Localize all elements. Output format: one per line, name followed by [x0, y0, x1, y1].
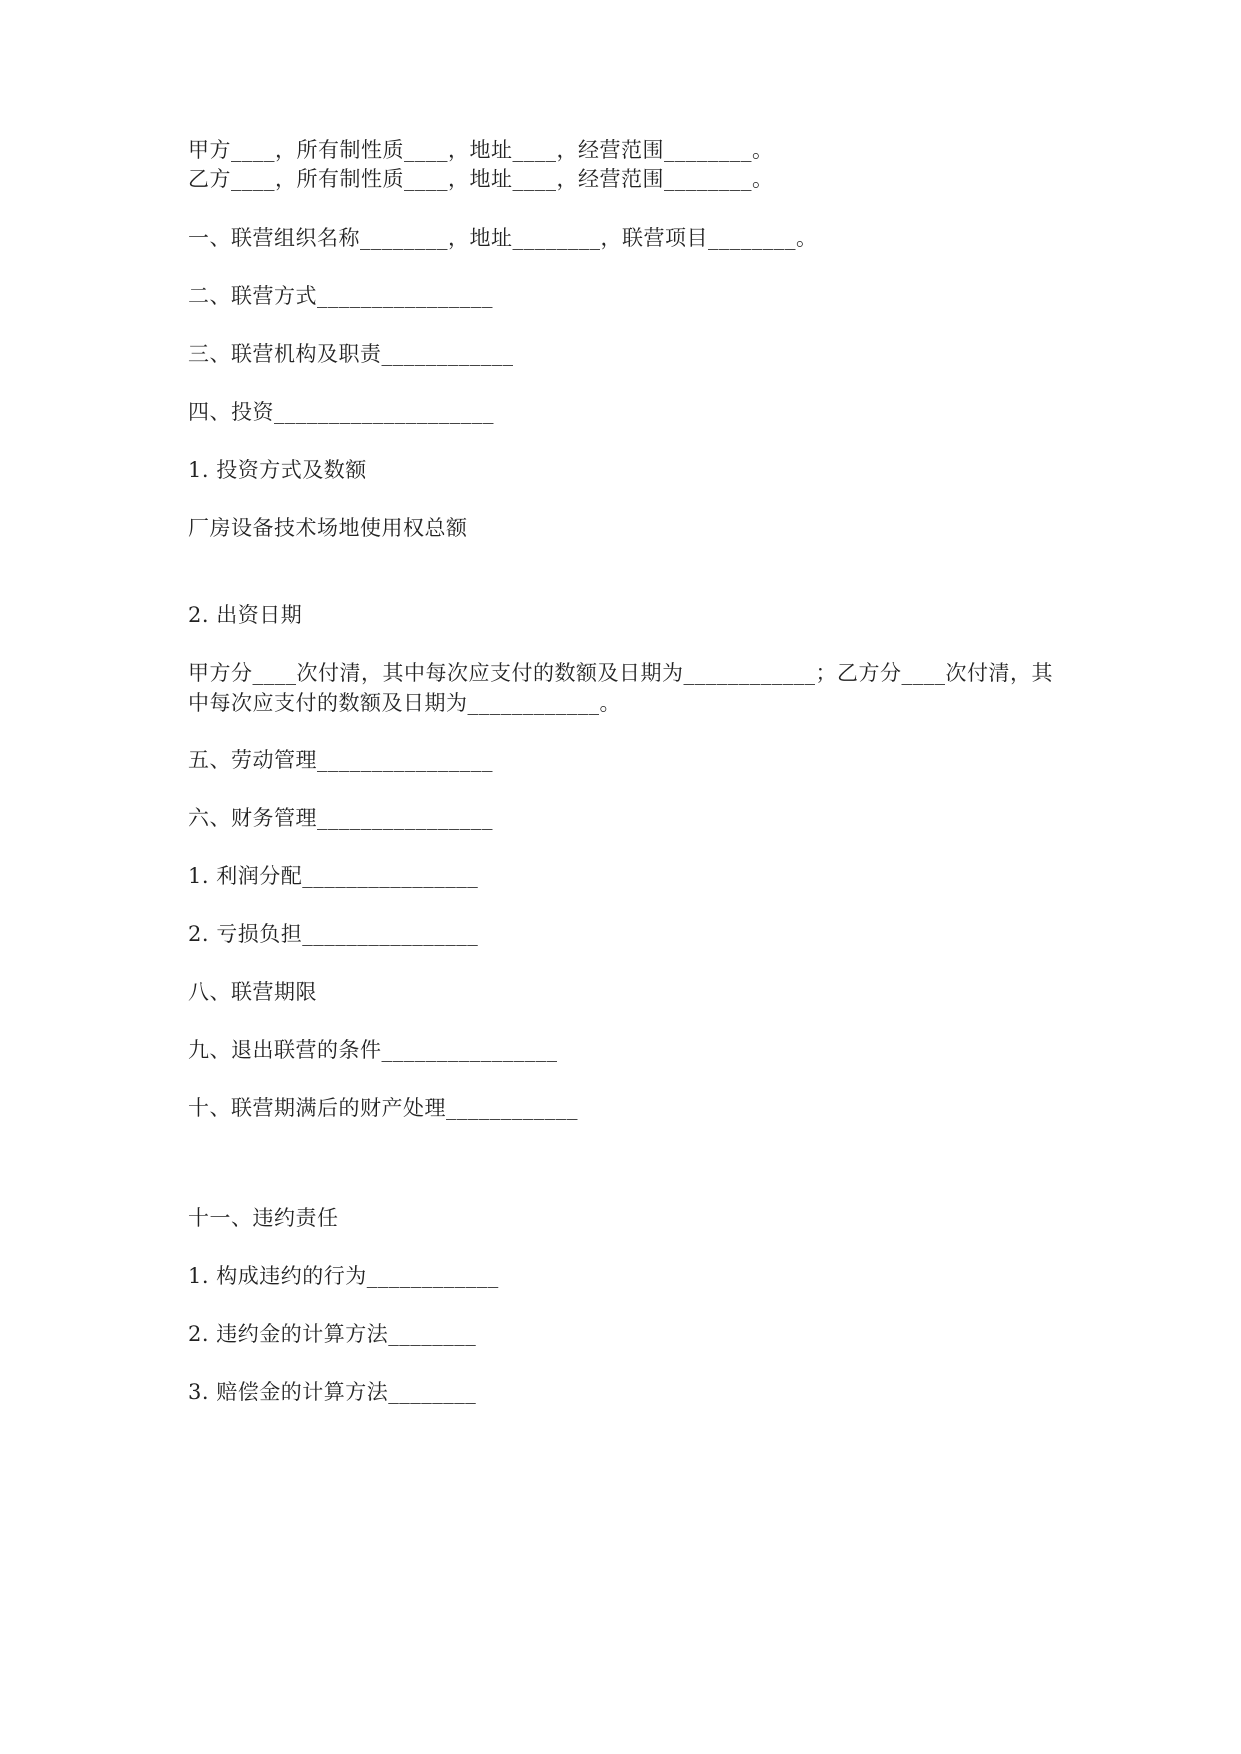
party-b-line: 乙方____，所有制性质____，地址____，经营范围________。 — [188, 167, 774, 191]
section-6-1-profit: 1. 利润分配________________ — [188, 864, 479, 888]
section-6-2-loss: 2. 亏损负担________________ — [188, 922, 479, 946]
section-4-investment: 四、投资____________________ — [188, 400, 494, 424]
section-4-1-detail: 厂房设备技术场地使用权总额 — [188, 516, 468, 540]
section-4-2-paragraph-line-1: 甲方分____次付清，其中每次应支付的数额及日期为____________；乙方分____次付清，其 — [188, 661, 1053, 685]
section-11-3-compensation: 3. 赔偿金的计算方法________ — [188, 1380, 477, 1404]
section-10-property: 十、联营期满后的财产处理____________ — [188, 1096, 578, 1120]
section-3-structure: 三、联营机构及职责____________ — [188, 342, 514, 366]
section-11-1-breach: 1. 构成违约的行为____________ — [188, 1264, 499, 1288]
section-4-2-paragraph-line-2: 中每次应支付的数额及日期为____________。 — [188, 691, 621, 715]
section-8-term: 八、联营期限 — [188, 980, 317, 1004]
section-4-2-heading: 2. 出资日期 — [188, 603, 303, 627]
party-a-line: 甲方____，所有制性质____，地址____，经营范围________。 — [188, 138, 774, 162]
section-11-2-penalty: 2. 违约金的计算方法________ — [188, 1322, 477, 1346]
section-5-labor: 五、劳动管理________________ — [188, 748, 493, 772]
section-6-finance: 六、财务管理________________ — [188, 806, 493, 830]
section-4-1-heading: 1. 投资方式及数额 — [188, 458, 367, 482]
section-1-organization: 一、联营组织名称________，地址________，联营项目________。 — [188, 226, 818, 250]
document-page — [188, 0, 1068, 1754]
section-2-method: 二、联营方式________________ — [188, 284, 493, 308]
section-11-liability: 十一、违约责任 — [188, 1206, 339, 1230]
section-9-withdrawal: 九、退出联营的条件________________ — [188, 1038, 558, 1062]
